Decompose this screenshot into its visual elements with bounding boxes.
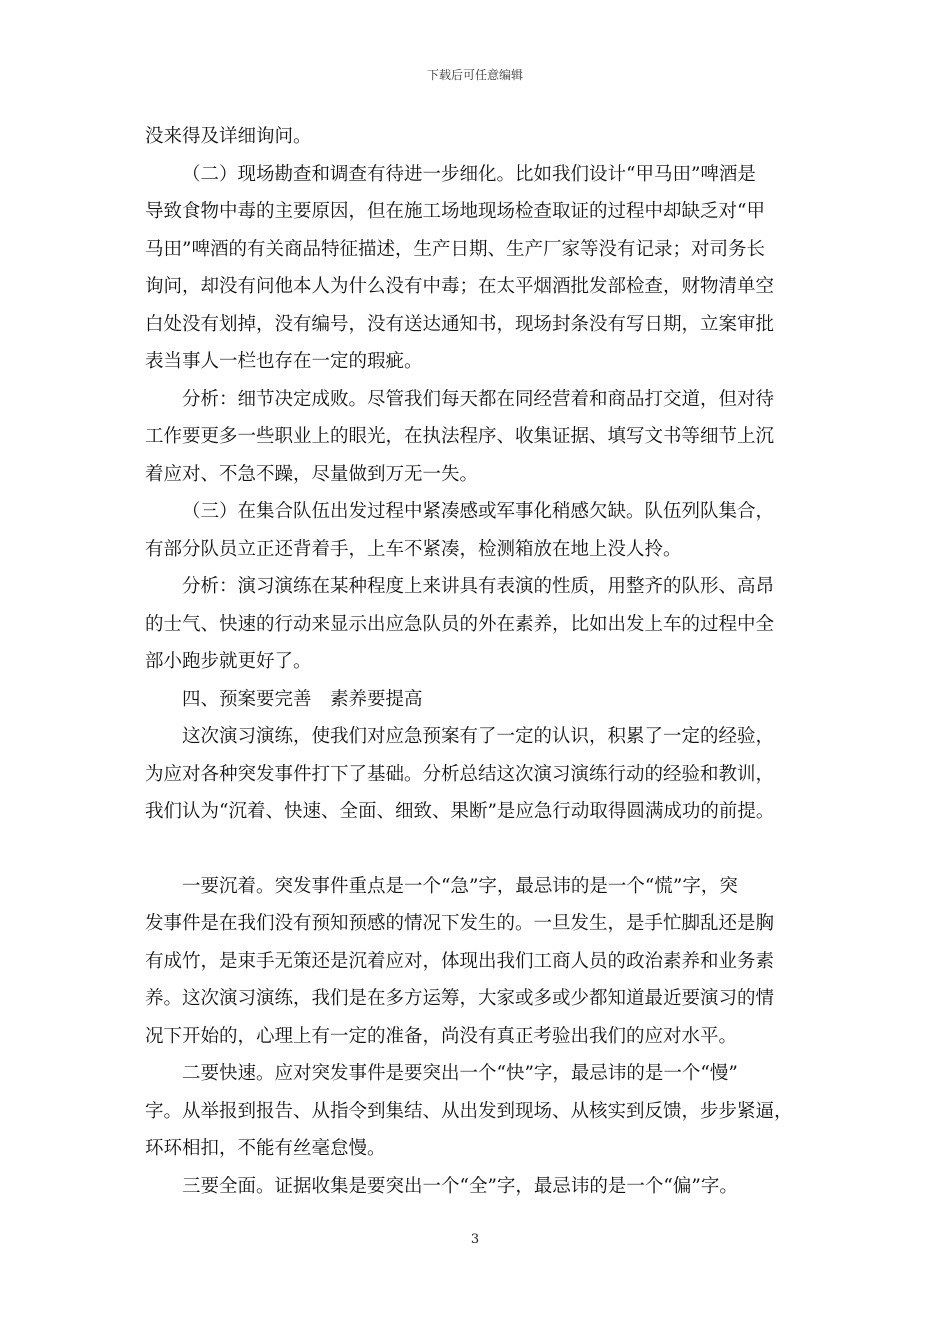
text-line: 分析：演习演练在某种程度上来讲具有表演的性质，用整齐的队形、高昂 bbox=[182, 576, 775, 597]
body-text bbox=[145, 118, 825, 1205]
text-line: 有部分队员立正还背着手，上车不紧凑，检测箱放在地上没人拎。 bbox=[145, 538, 682, 560]
text-line: 部小跑步就更好了。 bbox=[145, 651, 312, 672]
text-line: 着应对、不急不躁，尽量做到万无一失。 bbox=[145, 463, 479, 485]
text-line: 分析：细节决定成败。尽管我们每天都在同经营着和商品打交道，但对待 bbox=[182, 388, 775, 410]
text-line: 这次演习演练，使我们对应急预案有了一定的认识，积累了一定的经验， bbox=[182, 726, 775, 747]
page-number: 3 bbox=[470, 1232, 480, 1247]
header-note: 下载后可任意编辑 bbox=[426, 68, 523, 82]
text-line: 的士气、快速的行动来显示出应急队员的外在素养，比如出发上车的过程中全 bbox=[145, 613, 775, 635]
text-line: 三要全面。证据收集是要突出一个“全”字，最忌讳的是一个“偏”字。 bbox=[182, 1175, 738, 1197]
text-line: 有成竹，是束手无策还是沉着应对，体现出我们工商人员的政治素养和业务素 bbox=[145, 950, 775, 972]
text-line: 工作要更多一些职业上的眼光，在执法程序、收集证据、填写文书等细节上沉 bbox=[145, 426, 775, 447]
text-line: 询问，却没有问他本人为什么没有中毒；在太平烟酒批发部检查，财物清单空 bbox=[145, 276, 775, 297]
text-line: （二）现场勘查和调查有待进一步细化。比如我们设计“甲马田”啤酒是 bbox=[182, 163, 756, 185]
text-line: 况下开始的，心理上有一定的准备，尚没有真正考验出我们的应对水平。 bbox=[145, 1025, 738, 1047]
text-line: 养。这次演习演练，我们是在多方运筹，大家或多或少都知道最近要演习的情 bbox=[145, 988, 775, 1009]
section-heading: 四、预案要完善 素养要提高 bbox=[182, 688, 423, 710]
text-line: 环环相扣，不能有丝毫怠慢。 bbox=[145, 1138, 386, 1159]
text-line: 一要沉着。突发事件重点是一个“急”字，最忌讳的是一个“慌”字，突 bbox=[182, 875, 738, 897]
text-line: 马田”啤酒的有关商品特征描述，生产日期、生产厂家等没有记录；对司务长 bbox=[145, 238, 765, 260]
text-line: 表当事人一栏也存在一定的瑕疵。 bbox=[145, 351, 423, 372]
text-line: （三）在集合队伍出发过程中紧凑感或军事化稍感欠缺。队伍列队集合， bbox=[182, 501, 775, 522]
text-line: 白处没有划掉，没有编号，没有送达通知书，现场封条没有写日期，立案审批 bbox=[145, 313, 775, 335]
text-line: 字。从举报到报告、从指令到集结、从出发到现场、从核实到反馈，步步紧逼， bbox=[145, 1100, 793, 1122]
text-line: 我们认为“沉着、快速、全面、细致、果断”是应急行动取得圆满成功的前提。 bbox=[145, 801, 775, 822]
text-line: 二要快速。应对突发事件是要突出一个“快”字，最忌讳的是一个“慢” bbox=[182, 1063, 738, 1084]
text-line: 导致食物中毒的主要原因，但在施工场地现场检查取证的过程中却缺乏对“甲 bbox=[145, 201, 765, 222]
text-line: 为应对各种突发事件打下了基础。分析总结这次演习演练行动的经验和教训， bbox=[145, 763, 775, 785]
text-line: 发事件是在我们没有预知预感的情况下发生的。一旦发生，是手忙脚乱还是胸 bbox=[145, 913, 775, 934]
paragraph-gap bbox=[145, 831, 825, 868]
text-line: 没来得及详细询问。 bbox=[145, 126, 312, 147]
